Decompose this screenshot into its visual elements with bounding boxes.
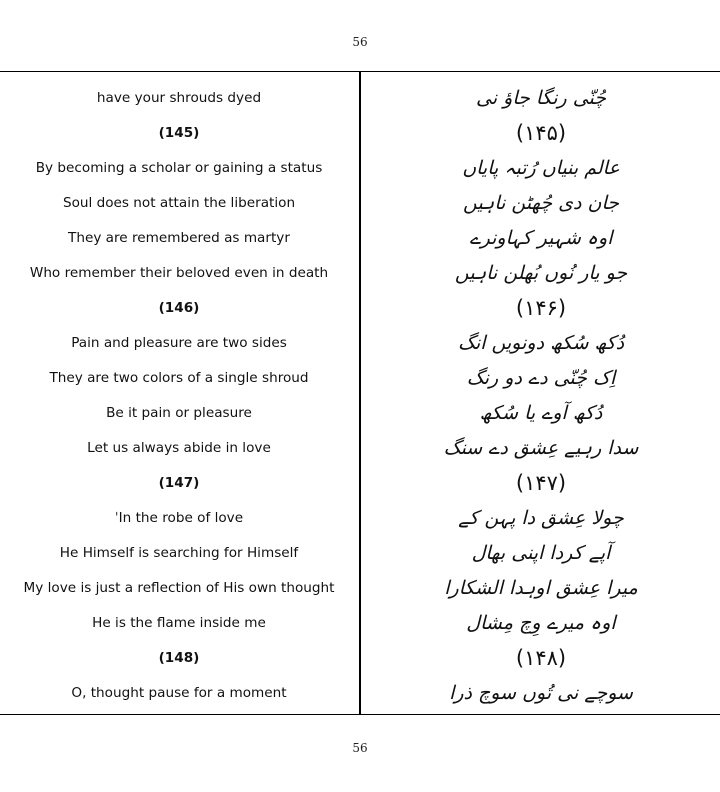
- urdu-verse-line: اوہ شہیر کہاونرے: [469, 226, 613, 249]
- english-verse-line: He is the flame inside me: [92, 614, 266, 631]
- english-verse-line: Who remember their beloved even in death: [29, 264, 329, 281]
- urdu-verse-line: دُکھ آوے یا سُکھ: [479, 401, 603, 424]
- urdu-verse-line: چولا عِشق دا پہن کے: [458, 506, 624, 529]
- english-verse-line: By becoming a scholar or gaining a status: [35, 159, 323, 176]
- urdu-verse-line: دُکھ سُکھ دونویں انگ: [457, 331, 625, 354]
- english-verse-line: Pain and pleasure are two sides: [71, 334, 287, 351]
- urdu-verse-line: اِک چُنّی دے دو رنگ: [466, 366, 616, 389]
- urdu-verse-line: میرا عِشق اوہدا الشکارا: [444, 576, 638, 599]
- english-verse-line: They are remembered as martyr: [68, 229, 290, 246]
- urdu-verse-line: عالم بنیاں رُتبہ پایاں: [462, 156, 620, 179]
- english-verse-line: have your shrouds dyed: [96, 89, 262, 106]
- urdu-verse-line: چُنّی رنگا جاؤ نی: [476, 86, 607, 109]
- english-verse-line: Let us always abide in love: [87, 439, 271, 456]
- urdu-stanza-number: (۱۴۵): [515, 120, 567, 145]
- urdu-verse-line: آپے کردا اپنی بھال: [471, 541, 611, 564]
- page-number-bottom: 56: [352, 741, 368, 755]
- urdu-column: [362, 80, 720, 710]
- urdu-stanza-number: (۱۴۷): [515, 470, 567, 495]
- english-verse-line: O, thought pause for a moment: [71, 684, 287, 701]
- urdu-verse-line: جان دی چُھٹن ناہیں: [462, 191, 620, 214]
- english-verse-line: Be it pain or pleasure: [106, 404, 252, 421]
- page-number-top: 56: [352, 35, 368, 49]
- english-verse-line: My love is just a reflection of His own thought: [23, 579, 335, 596]
- english-stanza-number: (146): [158, 299, 200, 316]
- english-verse-line: He Himself is searching for Himself: [59, 544, 299, 561]
- urdu-verse-line: سدا رہیے عِشق دے سنگ: [443, 436, 639, 459]
- english-stanza-number: (145): [158, 124, 200, 141]
- english-column: [0, 80, 358, 710]
- urdu-verse-line: جو یار نُوں بُھلن ناہیں: [454, 261, 628, 284]
- urdu-verse-line: سوچے نی تُوں سوچ ذرا: [449, 681, 633, 704]
- column-divider: [359, 71, 361, 715]
- english-verse-line: They are two colors of a single shroud: [49, 369, 309, 386]
- bottom-rule: [0, 714, 720, 715]
- english-stanza-number: (148): [158, 649, 200, 666]
- urdu-stanza-number: (۱۴۸): [515, 645, 567, 670]
- english-verse-line: ˈIn the robe of love: [114, 509, 244, 526]
- urdu-verse-line: اوہ میرے وِچ مِشال: [466, 611, 616, 634]
- english-stanza-number: (147): [158, 474, 200, 491]
- english-verse-line: Soul does not attain the liberation: [62, 194, 296, 211]
- urdu-stanza-number: (۱۴۶): [515, 295, 567, 320]
